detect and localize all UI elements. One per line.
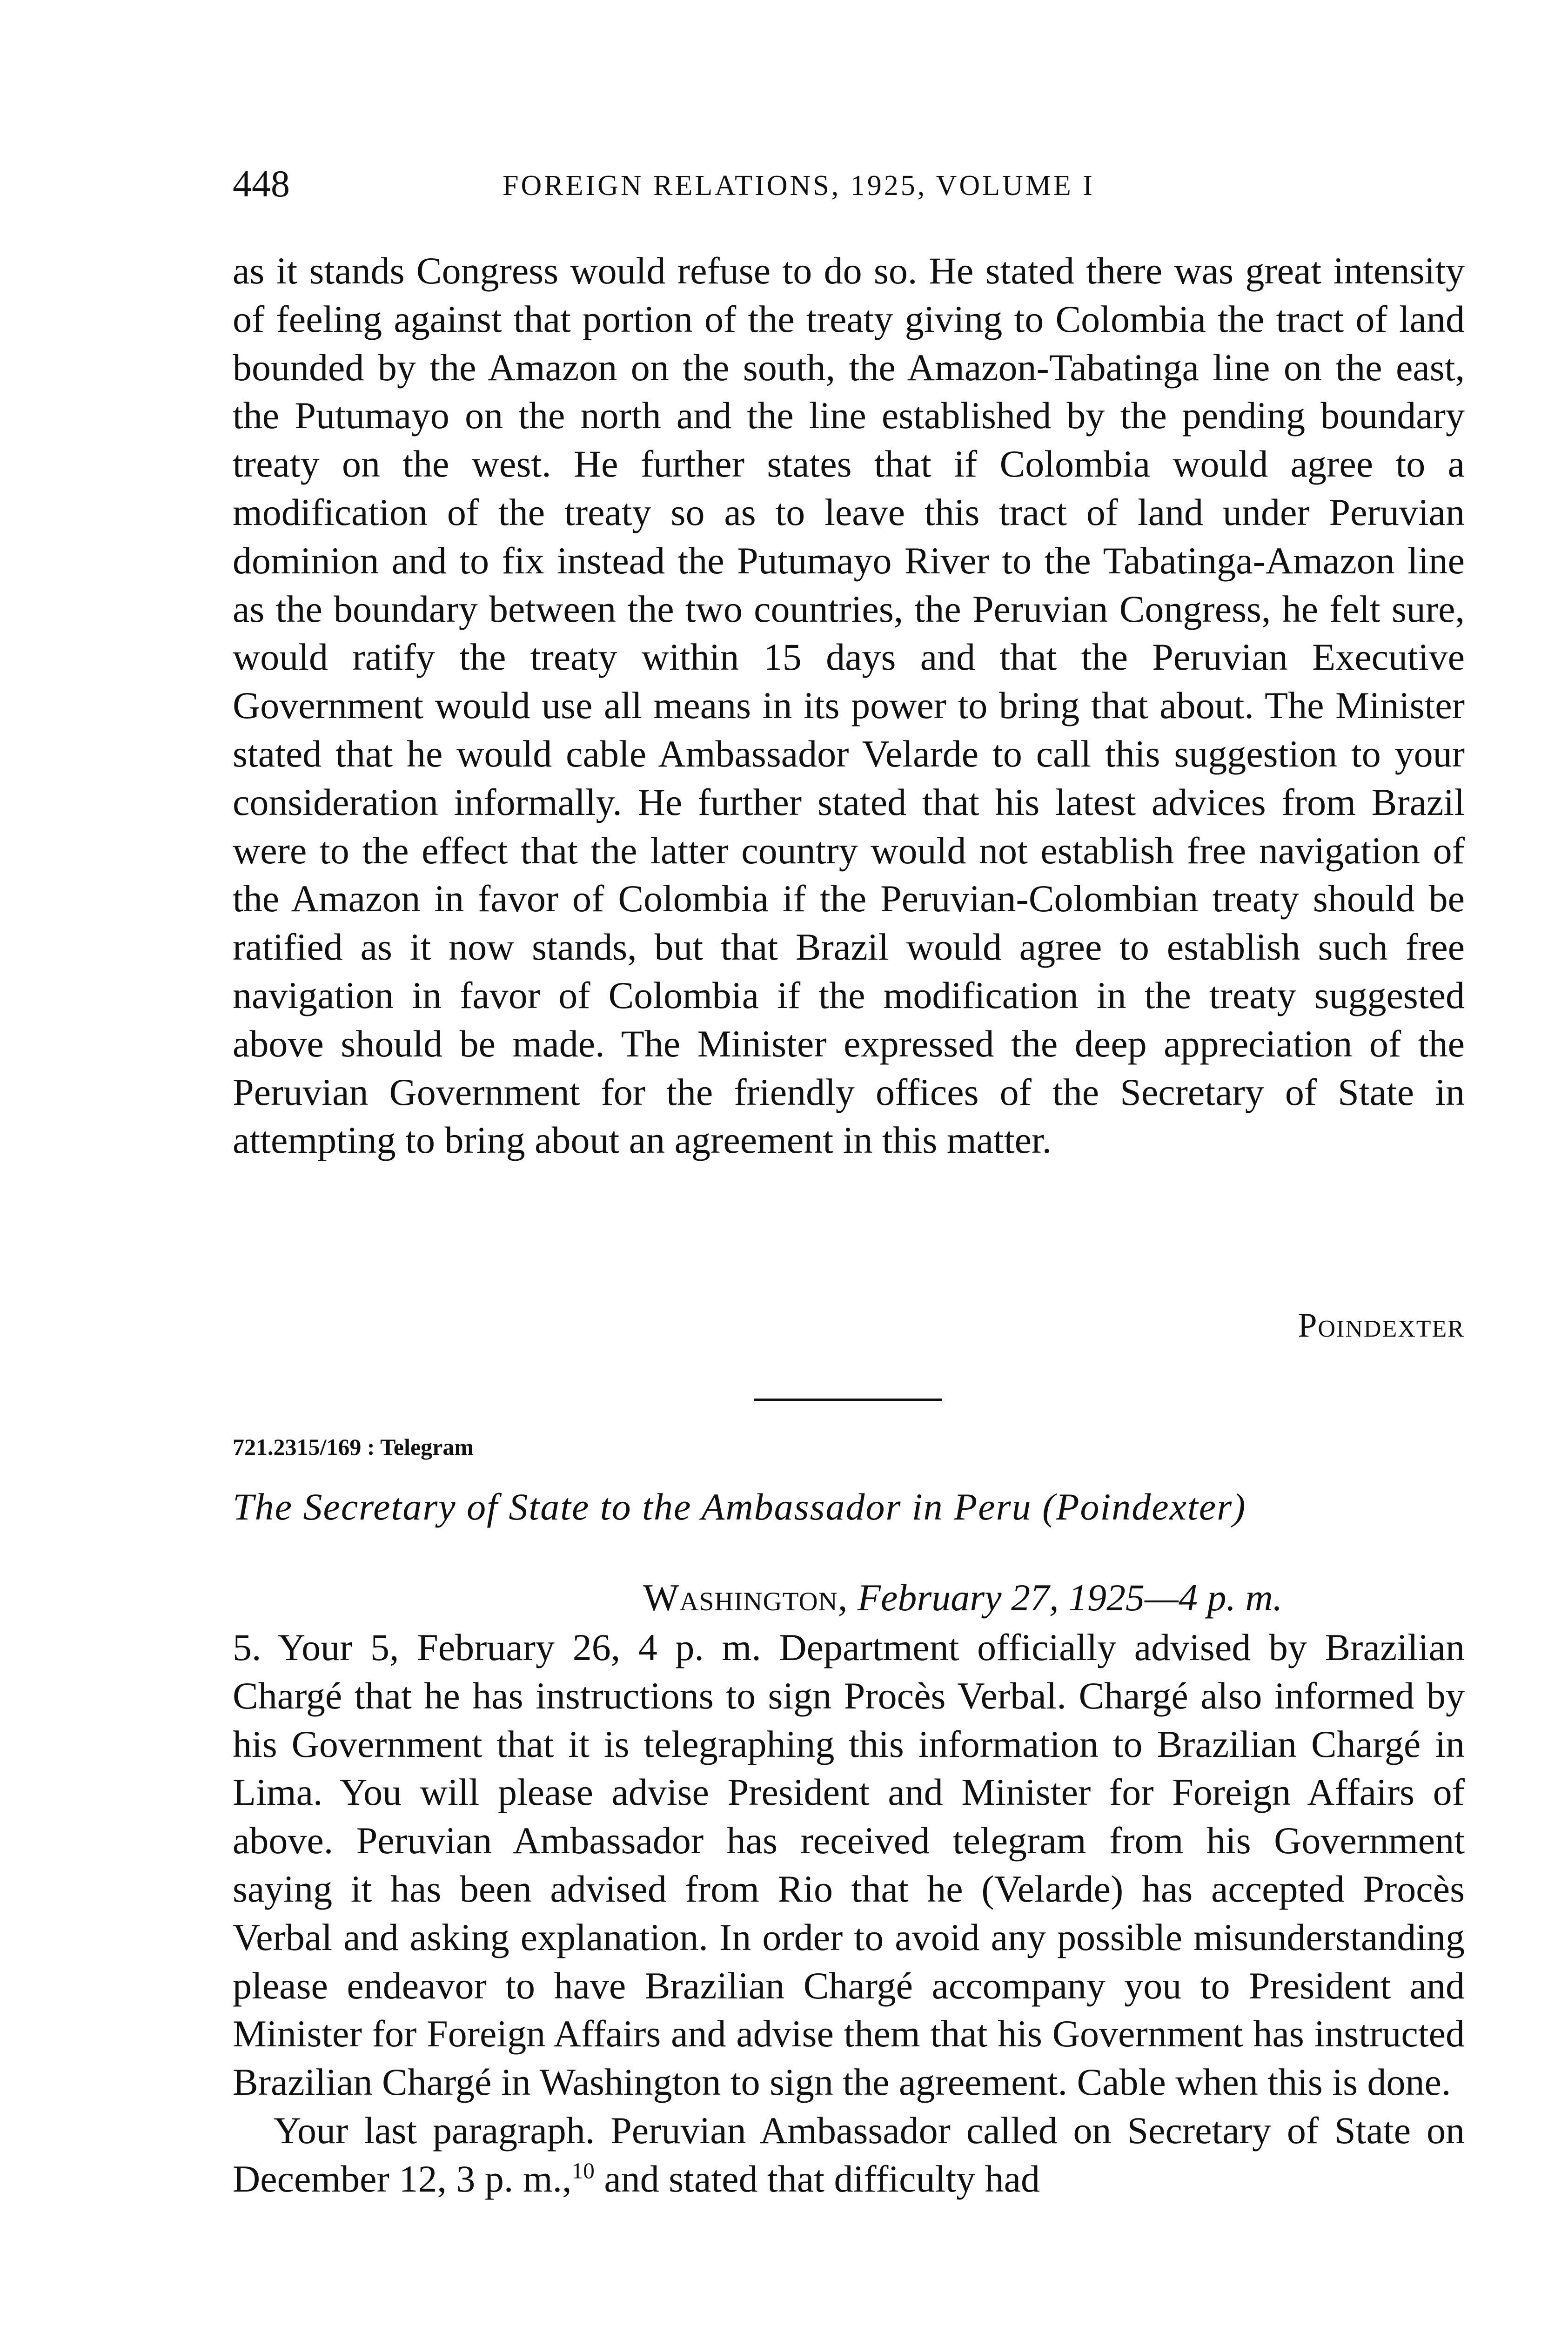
dateline-place: Washington,: [643, 1576, 848, 1619]
dateline-date: February 27, 1925—4 p. m.: [857, 1576, 1283, 1619]
telegram-paragraph-2-tail: and stated that difficulty had: [594, 2157, 1040, 2200]
dateline: [643, 1574, 1282, 1622]
continuation-paragraph: as it stands Congress would refuse to do so. He stated there was great intensity of feeling against that portion of the treaty giving to Colombia the tract of land bounded by the Amazon on the south, the Amazon-Tabatinga line on the east, the Putumayo on the north and the line established by the pending boundary treaty on the west. He further states that if Colombia would agree to a modification of the treaty so as to leave this tract of land under Peruvian dominion and to fix instead the Putumayo River to the Tabatinga-Amazon line as the boundary between the two countries, the Peruvian Congress, he felt sure, would ratify the treaty within 15 days and that the Peruvian Executive Government would use all means in its power to bring that about. The Minister stated that he would cable Ambassador Velarde to call this suggestion to your consideration informally. He further stated that his latest advices from Brazil were to the effect that the latter country would not establish free navigation of the Amazon in favor of Colombia if the Peruvian-Colombian treaty should be ratified as it now stands, but that Brazil would agree to establish such free navigation in favor of Colombia if the modification in the treaty suggested above should be made. The Minister expressed the deep appreciation of the Peruvian Government for the friendly offices of the Secretary of State in attempting to bring about an agreement in this matter.: [233, 249, 1465, 1162]
signature: Poindexter: [1298, 1306, 1465, 1345]
telegram-body: [233, 1623, 1465, 2203]
continuation-text-block: [233, 247, 1465, 1164]
section-divider: [754, 1399, 942, 1401]
document-title: The Secretary of State to the Ambassador in Peru (Poindexter): [233, 1486, 1246, 1528]
footnote-reference[interactable]: 10: [571, 2158, 595, 2184]
page-number: 448: [233, 162, 290, 205]
running-head: [233, 161, 1466, 216]
file-reference: 721.2315/169 : Telegram: [233, 1434, 474, 1460]
telegram-paragraph-2-text: Your last paragraph. Peruvian Ambassador called on Secretary of State on December 12, 3 p. m.,: [233, 2109, 1465, 2200]
telegram-paragraph-1: 5. Your 5, February 26, 4 p. m. Department officially advised by Brazilian Chargé that he has instructions to sign Procès Verbal. Chargé also informed by his Government that it is telegraphing this information to Brazilian Chargé in Lima. You will please advise President and Minister for Foreign Affairs of above. Peruvian Ambassador has received telegram from his Government saying it has been advised from Rio that he (Velarde) has accepted Procès Verbal and asking explanation. In order to avoid any possible misunderstanding please endeavor to have Brazilian Chargé accompany you to President and Minister for Foreign Affairs and advise them that his Government has instructed Brazilian Chargé in Washington to sign the agreement. Cable when this is done.: [233, 1626, 1465, 2104]
running-title: FOREIGN RELATIONS, 1925, VOLUME I: [503, 170, 1095, 202]
telegram-paragraph-2: [233, 2106, 1465, 2203]
